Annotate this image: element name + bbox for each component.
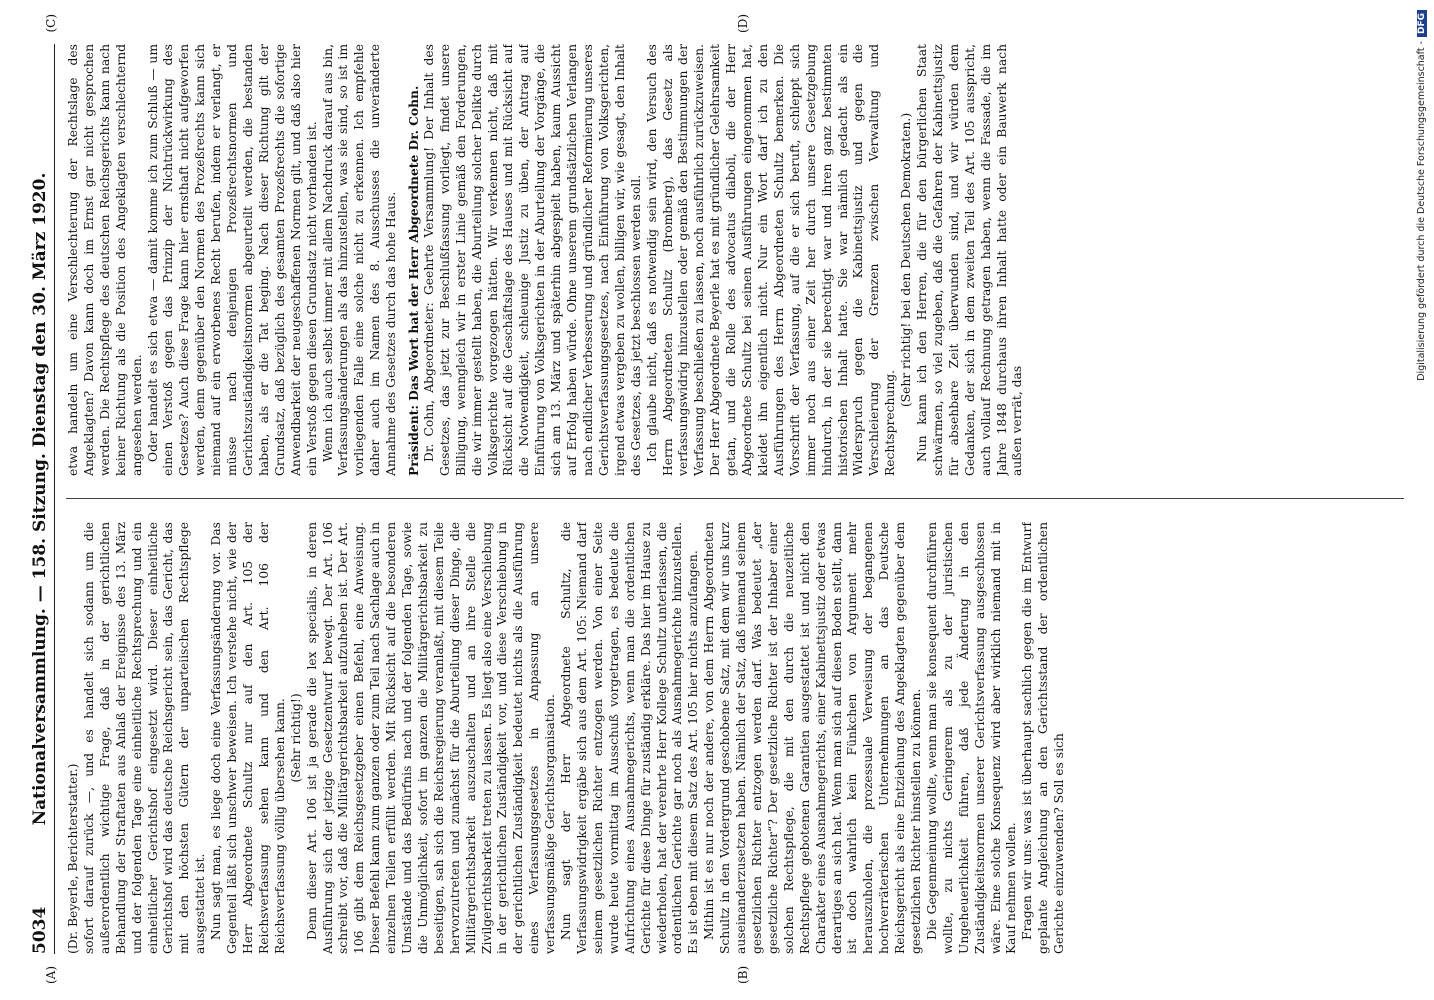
margin-marker-b: (B) xyxy=(736,965,750,984)
page-title: Nationalversammlung. — 158. Sitzung. Dienstag den 30. März 1920. xyxy=(30,172,50,826)
speaker-line: (Dr. Beyerle, Berichterstatter.) xyxy=(66,763,80,954)
text-columns xyxy=(66,44,1404,954)
page-number: 5034 xyxy=(30,906,50,954)
dfg-logo: DFG xyxy=(1417,10,1427,37)
paragraph: Denn dieser Art. 106 ist ja gerade die lex specialis, in deren Ausführung sich der jetzige Gesetzentwurf bewegt. Der Art. 106 schreibt vor, daß die Militärgerichtsbarkeit aufzuheben ist. Der Art. 106 gibt dem Reichsgesetzgeber einen Befehl, eine Anweisung. Dieser Befehl kann zum ganzen oder zum Teil nach Sachlage auch in einzelnen Teilen erfüllt werden. Mit Rücksicht auf die besonderen Umstände und das Bedürfnis nach und der folgenden Tage, sowie die Unmöglichkeit, sofort im ganzen die Militärgerichtsbarkeit zu beseitigen, sah sich die Reichsregierung veranlaßt, mit diesem Teile hervorzutreten und zunächst für die Aburteilung dieser Dinge, die Militärgerichtsbarkeit auszuschalten und an ihre Stelle die Zivilgerichtsbarkeit treten zu lassen. Es liegt also eine Verschiebung in der gerichtlichen Zuständigkeit vor, und diese Verschiebung in der gerichtlichen Zuständigkeit bedeutet nichts als die Ausführung eines Verfassungsgesetzes in Anpassung an unsere verfassungsmäßige Gerichtsorganisation. xyxy=(304,522,558,954)
credit-text: Digitalisierung gefördert durch die Deutsche Forschungsgemeinschaft - xyxy=(1416,41,1427,381)
margin-marker-d: (D) xyxy=(736,14,750,33)
interjection: (Sehr richtig! bei den Deutschen Demokraten.) xyxy=(899,112,914,408)
paragraph: sofort darauf zurück —, und es handelt sich sodann um die außerordentlich wichtige Frage, daß in der gerichtlichen Behandlung der Straftaten aus Anlaß der Ereignisse des 13. März und der folgenden Tage eine einheitliche Rechtsprechung und ein einheitlicher Gerichtshof eingesetzt wird. Dieser einheitliche Gerichtshof wird das deutsche Reichsgericht sein, das Gericht, das mit den höchsten Gütern der unparteiischen Rechtspflege ausgestattet ist. xyxy=(81,522,208,954)
paragraph: Nun sagt man, es liege doch eine Verfassungsänderung vor. Das Gegenteil läßt sich unschwer beweisen. Ich verstehe nicht, wie der Herr Abgeordnete Schultz nur auf den Art. 105 der Reichsverfassung sehen kann und den Art. 106 der Reichsverfassung völlig übersehen kann. xyxy=(209,522,287,954)
paragraph: Wenn ich auch selbst immer mit allem Nachdruck darauf aus bin, Verfassungsänderungen als das hinzustellen, was sie sind, so ist im vorliegenden Falle eine solche nicht zu erkennen. Ich empfehle daher auch im Namen des 8. Ausschusses die unveränderte Annahme des Gesetzes durch das hohe Haus. xyxy=(320,44,399,476)
president-line: Präsident: Das Wort hat der Herr Abgeordnete Dr. Cohn. xyxy=(406,85,422,476)
column-divider xyxy=(66,498,1404,499)
paragraph: Nun sagt der Herr Abgeordnete Schultz, die Verfassungswidrigkeit ergäbe sich aus dem Art. 105: Niemand darf seinem gesetzlichen Richter entzogen werden. Von einer Seite wurde heute vormittag im Ausschuß vorgetragen, es bedeute die Aufrichtung eines Ausnahmegerichts, wenn man die ordentlichen Gerichte für diese Dinge für zuständig erkläre. Das hier im Hause zu wiederholen, hat der verehrte Herr Kollege Schultz unterlassen, die ordentlichen Gerichte gar noch als Ausnahmegerichte hinzustellen. Es ist eben mit diesem Satz des Art. 105 hier nichts anzufangen. xyxy=(559,522,701,954)
paragraph: Oder handelt es sich etwa — damit komme ich zum Schluß — um einen Verstoß gegen das Prinzip der Nichtrückwirkung des Gesetzes? Auch diese Frage kann hier ernsthaft nicht aufgeworfen werden, denn gegenüber den Normen des Prozeßrechts kann sich niemand auf ein erworbenes Recht berufen, indem er verlangt, er müsse nach denjenigen Prozeßrechtsnormen und Gerichtszuständigkeitsnormen abgeurteilt werden, die bestanden haben, als er die Tat beging. Nach dieser Richtung gilt der Grundsatz, daß bezüglich des gesamten Prozeßrechts die sofortige Anwendbarkeit der neugeschaffenen Normen gilt, und daß also hier ein Verstoß gegen diesen Grundsatz nicht vorhanden ist. xyxy=(145,44,319,476)
interjection: (Sehr richtig!) xyxy=(288,693,303,783)
margin-marker-c: (C) xyxy=(44,14,58,33)
paragraph: Mithin ist es nur noch der andere, von dem Herrn Abgeordneten Schultz in den Vordergrund geschobene Satz, mit dem wir uns kurz auseinanderzusetzen haben. Nämlich der Satz, daß niemand seinem gesetzlichen Richter entzogen werden darf. Was bedeutet „der gesetzliche Richter“? Der gesetzliche Richter ist der Inhaber einer solchen Rechtspflege, die mit den durch die neuzeitliche Rechtspflege gebotenen Garantien ausgestattet ist und nicht den Charakter eines Ausnahmegerichts, einer Kabinettsjustiz oder etwas derartiges an sich hat. Wenn man sich auf diesen Boden stellt, dann ist doch wahrlich kein Fünkchen von Argument mehr herauszuholen, die prozessuale Verweisung der begangenen hochverräterischen Unternehmungen an das Deutsche Reichsgericht als eine Entziehung des Angeklagten gegenüber dem gesetzlichen Richter hinstellen zu können. xyxy=(702,522,924,954)
left-column xyxy=(66,522,1404,954)
right-column xyxy=(66,44,1404,476)
paragraph: Nun kann ich den Herren, die für den bürgerlichen Staat schwärmen, so viel zugeben, daß die Gefahren der Kabinettsjustiz für absehbare Zeit überwunden sind, und wir würden dem Gedanken, der sich in dem zweiten Teil des Art. 105 ausspricht, auch vollauf Rechnung getragen haben, wenn die Fassade, die im Jahre 1848 durchaus ihren Inhalt hatte oder ein Bauwerk nach außen verrät, das xyxy=(915,44,1025,476)
paragraph: Ich glaube nicht, daß es notwendig sein wird, den Versuch des Herrn Abgeordneten Schultz (Bromberg), das Gesetz als verfassungswidrig hinzustellen oder gemäß den Bestimmungen der Verfassung beschließen zu lassen, noch ausführlich zurückzuweisen. Der Herr Abgeordnete Beyerle hat es mit gründlicher Gelehrsamkeit getan, und die Rolle des advocatus diaboli, die der Herr Abgeordnete Schultz bei seinen Ausführungen eingenommen hat, kleidet ihn eigentlich nicht. Nur ein Wort darf ich zu den Ausführungen des Herrn Abgeordneten Schultz bemerken. Die Vorschrift der Verfassung, auf die er sich beruft, schleppt sich immer noch aus einer Zeit her durch unsere Gesetzgebung hindurch, in der sie berechtigt war und ihren ganz bestimmten historischen Inhalt hatte. Sie war nämlich gedacht als ein Widerspruch gegen die Kabinettsjustiz und gegen die Verschleierung der Grenzen zwischen Verwaltung und Rechtsprechung. xyxy=(644,44,898,476)
paragraph: Die Gegenmeinung wollte, wenn man sie konsequent durchführen wollte, zu nichts Geringerem als zu der juristischen Ungeheuerlichkeit führen, daß jede Änderung in den Zuständigkeitsnormen unserer Gerichtsverfassung ausgeschlossen wäre. Eine solche Konsequenz wird aber wirklich niemand mit in Kauf nehmen wollen. xyxy=(924,522,1019,954)
margin-marker-a: (A) xyxy=(44,965,58,984)
paragraph: etwa handeln um eine Verschlechterung der Rechtslage des Angeklagten? Davon kann doch im Ernst gar nicht gesprochen werden. Die Rechtspflege des deutschen Reichsgerichts kann nach keiner Richtung als die Position des Angeklagten verschlechternd angesehen werden. xyxy=(66,44,144,476)
digitization-credit xyxy=(1416,10,1432,990)
page-header xyxy=(28,44,55,954)
paragraph: Fragen wir uns: was ist überhaupt sachlich gegen die im Entwurf geplante Angleichung an den Gerichtsstand der ordentlichen Gerichte einzuwenden? Soll es sich xyxy=(1020,522,1067,954)
paragraph: Dr. Cohn, Abgeordneter: Geehrte Versammlung! Der Inhalt des Gesetzes, das jetzt zur Beschlußfassung vorliegt, findet unsere Billigung, wenngleich wir in erster Linie gemäß den Forderungen, die wir immer gestellt haben, die Aburteilung solcher Delikte durch Volksgerichte vorgezogen hätten. Wir verkennen nicht, daß mit Rücksicht auf die Geschäftslage des Hauses und mit Rücksicht auf die Notwendigkeit, schleunige Justiz zu üben, der Antrag auf Einführung von Volksgerichten in der Aburteilung der Vorgänge, die sich am 13. März und späterhin abgespielt haben, kaum Aussicht auf Erfolg haben würde. Ohne unserem grundsätzlichen Verlangen nach endlicher Verbesserung und gründlicher Reformierung unseres Gerichtsverfassungsgesetzes, nach Einführung von Volksgerichten, irgend etwas vergeben zu wollen, billigen wir, wie gesagt, den Inhalt des Gesetzes, das jetzt beschlossen werden soll. xyxy=(421,44,643,476)
